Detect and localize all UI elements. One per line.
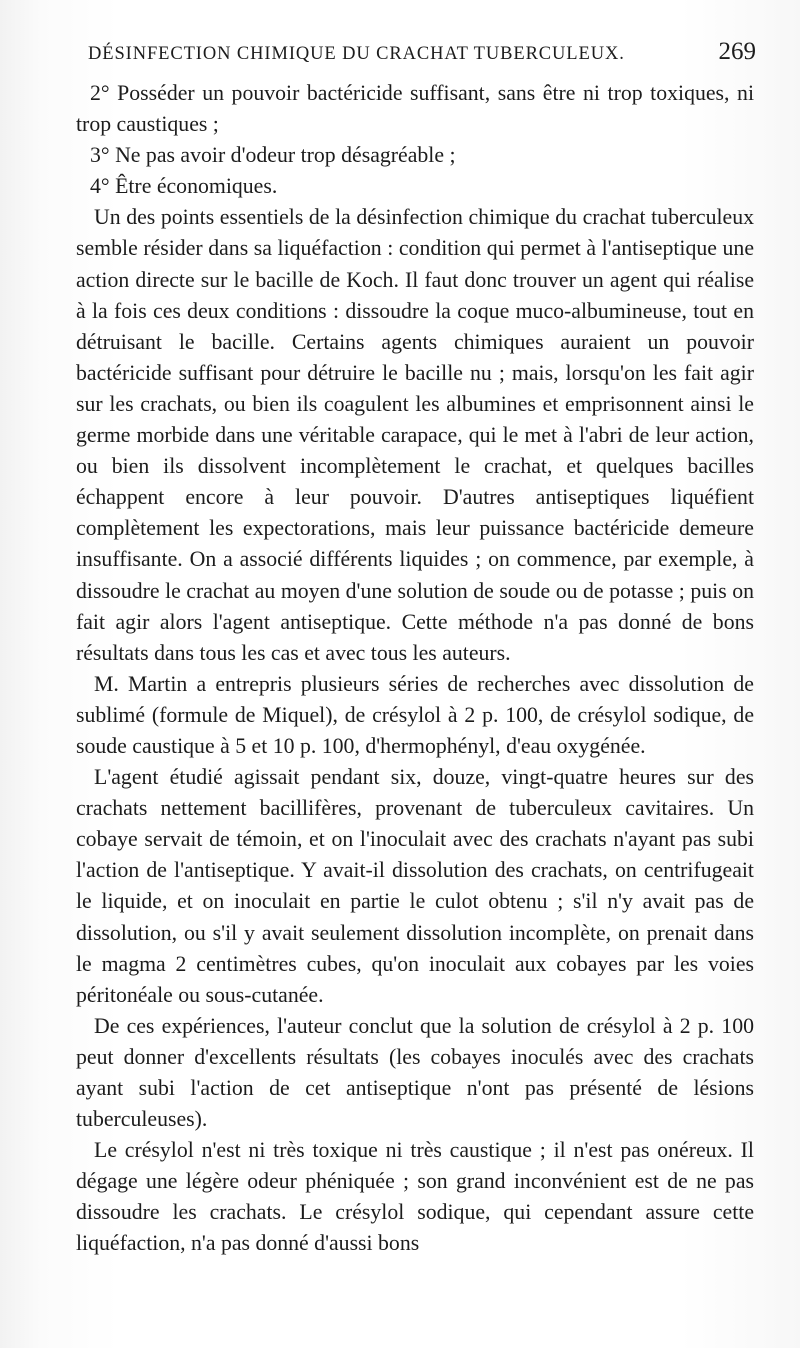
list-item-3: 3° Ne pas avoir d'odeur trop désagréable ; [90,143,456,168]
paragraph: Un des points essentiels de la désinfection chimique du crachat tuberculeux semble résider dans sa liquéfaction : condition qui permet à l'antiseptique une action directe sur le bacille de Koch. Il faut donc trouver un agent qui réalise à la fois ces deux conditions : dissoudre la coque muco-albumineuse, tout en détruisant le bacille. Certains agents chimiques auraient un pouvoir bactéricide suffisant pour détruire le bacille nu ; mais, lorsqu'on les fait agir sur les crachats, ou bien ils coagulent les albumines et emprisonnent ainsi le germe morbide dans une véritable carapace, qui le met à l'abri de leur action, ou bien ils dissolvent incomplètement le crachat, et quelques bacilles échappent encore à leur pouvoir. D'autres antiseptiques liquéfient complètement les expectorations, mais leur puissance bactéricide demeure insuffisante. On a associé différents liquides ; on commence, par exemple, à dissoudre le crachat au moyen d'une solution de soude ou de potasse ; puis on fait agir alors l'agent antiseptique. Cette méthode n'a pas donné de bons résultats dans tous les cas et avec tous les auteurs. [76,205,754,665]
page-number: 269 [718,38,756,65]
paragraph: M. Martin a entrepris plusieurs séries de recherches avec dissolution de sublimé (formule de Miquel), de crésylol à 2 p. 100, de crésylol sodique, de soude caustique à 5 et 10 p. 100, d'hermophényl, d'eau oxygénée. [76,671,754,758]
running-title: DÉSINFECTION CHIMIQUE DU CRACHAT TUBERCULEUX. [88,44,625,64]
paragraph: De ces expériences, l'auteur conclut que la solution de crésylol à 2 p. 100 peut donner d'excellents résultats (les cobayes inoculés avec des crachats ayant subi l'action de cet antiseptique n'ont pas présenté de lésions tuberculeuses). [76,1013,754,1132]
body-text [76,78,754,1260]
list-item-2: 2° Posséder un pouvoir bactéricide suffisant, sans être ni trop toxiques, ni trop caustiques ; [76,81,754,137]
paragraph: Le crésylol n'est ni très toxique ni très caustique ; il n'est pas onéreux. Il dégage une légère odeur phéniquée ; son grand inconvénient est de ne pas dissoudre les crachats. Le crésylol sodique, qui cependant assure cette liquéfaction, n'a pas donné d'aussi bons [76,1138,754,1256]
paragraph: L'agent étudié agissait pendant six, douze, vingt-quatre heures sur des crachats nettement bacillifères, provenant de tuberculeux cavitaires. Un cobaye servait de témoin, et on l'inoculait avec des crachats n'ayant pas subi l'action de l'antiseptique. Y avait-il dissolution des crachats, on centrifugeait le liquide, et on inoculait en partie le culot obtenu ; s'il n'y avait pas de dissolution, ou s'il y avait seulement dissolution incomplète, on prenait dans le magma 2 centimètres cubes, qu'on inoculait aux cobayes par les voies péritonéale ou sous-cutanée. [76,765,754,1007]
page-header [88,38,756,68]
list-item-4: 4° Être économiques. [90,174,278,199]
